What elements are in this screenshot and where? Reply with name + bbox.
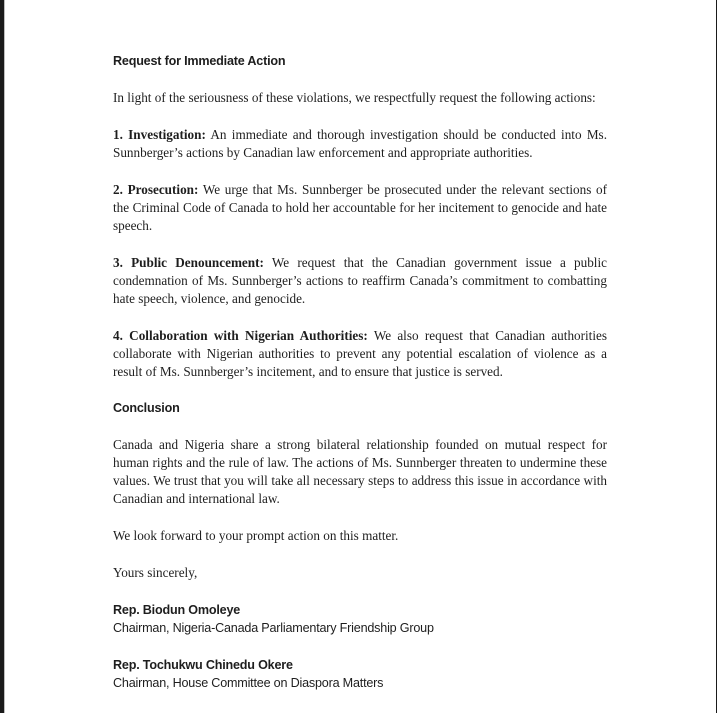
signatory-name: Rep. Biodun Omoleye [113, 603, 241, 617]
request-item-text: We also request that Canadian authorities collaborate with Nigerian authorities to prevent any potential escalation of violence as a result of Ms. Sunnberger’s incitement, and to ensure that justice is served. [113, 328, 607, 379]
section-heading-request: Request for Immediate Action [113, 54, 286, 68]
request-item-label: 3. Public Denouncement: [113, 255, 264, 270]
signatory-name: Rep. Tochukwu Chinedu Okere [113, 658, 293, 672]
request-item-text: An immediate and thorough investigation should be conducted into Ms. Sunnberger’s actions by Canadian law enforcement and appropriate authorities. [113, 127, 607, 160]
signatory-title: Chairman, Nigeria-Canada Parliamentary Friendship Group [113, 621, 434, 635]
left-frame-shadow [4, 0, 5, 713]
signatory-title: Chairman, House Committee on Diaspora Matters [113, 676, 384, 690]
request-intro: In light of the seriousness of these violations, we respectfully request the following actions: [113, 90, 596, 105]
request-item-label: 4. Collaboration with Nigerian Authorities: [113, 328, 368, 343]
request-item-text: We urge that Ms. Sunnberger be prosecuted under the relevant sections of the Criminal Code of Canada to hold her accountable for her incitement to genocide and hate speech. [113, 182, 608, 233]
request-item-label: 1. Investigation: [113, 127, 206, 142]
request-item-investigation [113, 126, 607, 162]
conclusion-body: Canada and Nigeria share a strong bilateral relationship founded on mutual respect for human rights and the rule of law. The actions of Ms. Sunnberger threaten to undermine these values. We trust that you will take all necessary steps to address this issue in accordance with Canadian and international law. [113, 437, 607, 506]
closing-line: We look forward to your prompt action on this matter. [113, 528, 399, 543]
request-item-text: We request that the Canadian government issue a public condemnation of Ms. Sunnberger’s actions to reaffirm Canada’s commitment to combatting hate speech, violence, and genocide. [113, 255, 607, 306]
document-page [113, 52, 607, 692]
sign-off: Yours sincerely, [113, 565, 198, 580]
section-heading-conclusion: Conclusion [113, 401, 180, 415]
request-item-prosecution [113, 181, 607, 235]
request-item-collaboration [113, 327, 607, 381]
request-item-label: 2. Prosecution: [113, 182, 199, 197]
request-item-public-denouncement [113, 254, 607, 308]
